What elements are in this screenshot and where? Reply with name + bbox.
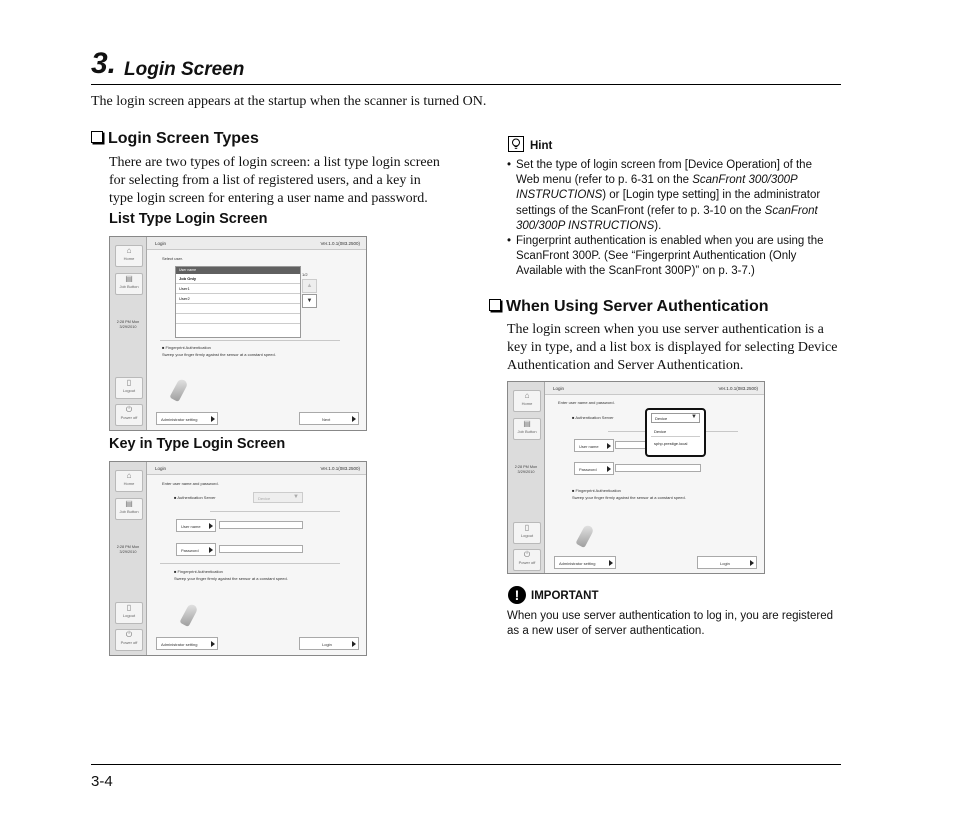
finger-icon <box>179 603 198 627</box>
arrow-right-icon <box>609 560 613 566</box>
hint-line: Fingerprint authentication is enabled when you are using the <box>516 235 824 247</box>
important-label: IMPORTANT <box>531 590 599 602</box>
important-line: as a new user of server authentication. <box>507 625 705 638</box>
scroll-up-button[interactable] <box>302 279 317 293</box>
section1-paragraph <box>109 154 469 208</box>
login-button[interactable]: Login <box>299 637 359 650</box>
arrow-right-icon <box>352 641 356 647</box>
list-item[interactable]: User1 <box>176 284 300 294</box>
section-login-screen-types <box>91 130 259 148</box>
title-bar: Login Ver.1.0.1(083.2500) <box>147 237 366 250</box>
job-button[interactable]: ▤ Job Button <box>513 418 541 440</box>
arrow-right-icon <box>607 466 611 472</box>
auth-server-select[interactable]: Device ▼ <box>253 492 303 503</box>
chevron-down-icon: ▼ <box>691 414 697 420</box>
chevron-down-icon: ▼ <box>293 494 299 500</box>
arrow-right-icon <box>607 443 611 449</box>
footer-rule <box>91 764 841 765</box>
para-line: for selecting from a list of registered users, and a key in <box>109 173 421 188</box>
password-field[interactable] <box>219 545 303 553</box>
triangle-up-icon: ▲ <box>306 283 313 289</box>
arrow-right-icon <box>209 523 213 529</box>
scroll-down-button[interactable] <box>302 294 317 308</box>
arrow-right-icon <box>211 416 215 422</box>
password-field[interactable] <box>615 464 701 472</box>
login-button[interactable]: Login <box>697 556 757 569</box>
important-text <box>507 609 852 639</box>
checkbox-bullet-icon <box>91 131 103 143</box>
home-icon: ⌂ <box>524 391 530 400</box>
para-line: key in type, and a list box is displayed for selecting Device <box>507 340 838 355</box>
job-icon: ▤ <box>523 419 531 428</box>
logout-button[interactable]: ▯ Logout <box>513 522 541 544</box>
logout-icon: ▯ <box>126 603 132 612</box>
divider <box>210 511 340 512</box>
power-icon: ⏻ <box>125 630 133 639</box>
hint-line: 300/300P INSTRUCTIONS). <box>516 219 662 232</box>
home-button[interactable]: ⌂ Home <box>115 470 143 492</box>
job-button[interactable]: ▤ Job Button <box>115 498 143 520</box>
fingerprint-label: ■ Fingerprint Authentication <box>162 345 211 350</box>
triangle-down-icon: ▼ <box>306 298 313 304</box>
fingerprint-label: ■ Fingerprint Authentication <box>572 488 621 493</box>
para-line: The login screen when you use server authentication is a <box>507 322 824 337</box>
title-bar: Login Ver.1.0.1(083.2500) <box>545 382 764 395</box>
hint-bullet-2 <box>516 234 846 280</box>
clock: 2:28 PM Mon 3/29/2010 <box>116 320 140 329</box>
enter-prompt: Enter user name and password. <box>558 400 615 405</box>
chapter-number: 3. <box>91 47 117 80</box>
user-name-field[interactable] <box>219 521 303 529</box>
hint-bullet-1 <box>516 158 846 234</box>
key-type-heading: Key in Type Login Screen <box>109 436 286 452</box>
next-button[interactable]: Next <box>299 412 359 425</box>
list-item[interactable] <box>176 304 300 314</box>
list-type-heading: List Type Login Screen <box>109 211 268 227</box>
dropdown-option[interactable]: Device <box>651 426 700 437</box>
user-name-button[interactable]: User name <box>574 439 614 452</box>
title-bar: Login Ver.1.0.1(083.2500) <box>147 462 366 475</box>
list-item[interactable]: Job Only <box>176 274 300 284</box>
hint-line: INSTRUCTIONS) or [Login type setting] in the administrator <box>516 189 821 202</box>
para-line: type login screen for entering a user name and password. <box>109 191 428 206</box>
checkbox-bullet-icon <box>489 299 501 311</box>
page-number: 3-4 <box>91 773 113 790</box>
clock: 2:28 PM Mon 3/29/2010 <box>116 545 140 554</box>
lightbulb-icon <box>508 136 524 152</box>
chapter-title: Login Screen <box>124 59 245 80</box>
divider <box>160 340 340 341</box>
user-list-header: User name <box>176 267 300 274</box>
user-list[interactable] <box>175 266 301 338</box>
list-item[interactable] <box>176 314 300 324</box>
home-icon: ⌂ <box>126 246 132 255</box>
auth-server-label: ■ Authentication Server <box>572 415 614 420</box>
power-off-button[interactable]: ⏻ Power off <box>513 549 541 571</box>
hint-line: ScanFront 300P. (See “Fingerprint Authentication (Only <box>516 250 797 263</box>
logout-button[interactable]: ▯ Logout <box>115 602 143 624</box>
enter-prompt: Enter user name and password. <box>162 481 219 486</box>
section-title: Login Screen Types <box>108 130 259 147</box>
page-indicator: 1/2 <box>302 272 308 277</box>
important-line: When you use server authentication to log in, you are registered <box>507 610 834 622</box>
job-button[interactable]: ▤ Job Button <box>115 273 143 295</box>
para-line: There are two types of login screen: a list type login screen <box>109 155 440 170</box>
job-icon: ▤ <box>125 274 133 283</box>
list-type-login-screenshot <box>109 236 367 431</box>
arrow-right-icon <box>209 547 213 553</box>
admin-setting-button[interactable]: Administrator setting <box>156 637 218 650</box>
admin-setting-button[interactable]: Administrator setting <box>156 412 218 425</box>
arrow-right-icon <box>352 416 356 422</box>
hint-line: Web menu (refer to p. 6-31 on the ScanFront 300/300P <box>516 174 798 187</box>
user-name-button[interactable]: User name <box>176 519 216 532</box>
admin-setting-button[interactable]: Administrator setting <box>554 556 616 569</box>
key-in-login-screenshot <box>109 461 367 656</box>
section-title: When Using Server Authentication <box>506 298 769 315</box>
password-button[interactable]: Password <box>176 543 216 556</box>
hint-line: settings of the ScanFront (refer to p. 3-10 on the ScanFront <box>516 204 818 217</box>
logout-button[interactable]: ▯ Logout <box>115 377 143 399</box>
arrow-right-icon <box>750 560 754 566</box>
intro-text: The login screen appears at the startup when the scanner is turned ON. <box>91 94 487 109</box>
finger-icon <box>169 378 188 402</box>
power-icon: ⏻ <box>523 550 531 559</box>
logout-icon: ▯ <box>126 378 132 387</box>
auth-server-select[interactable]: Device ▼ <box>651 413 700 423</box>
fingerprint-label: ■ Fingerprint Authentication <box>174 569 223 574</box>
fingerprint-hint: Sweep your finger firmly against the sensor at a constant speed. <box>572 495 686 500</box>
para-line: Authentication and Server Authentication. <box>507 358 744 373</box>
hint-bullet-dot: • <box>507 235 512 247</box>
fingerprint-hint: Sweep your finger firmly against the sensor at a constant speed. <box>174 576 288 581</box>
server-auth-screenshot <box>507 381 765 574</box>
finger-icon <box>575 524 594 548</box>
list-item[interactable]: User2 <box>176 294 300 304</box>
sidebar <box>110 237 147 430</box>
auth-server-dropdown[interactable] <box>645 408 706 457</box>
header-rule <box>91 84 841 85</box>
logout-icon: ▯ <box>524 523 530 532</box>
home-button[interactable]: ⌂ Home <box>115 245 143 267</box>
dropdown-option[interactable]: sphp.prestige.local <box>654 441 688 446</box>
power-off-button[interactable]: ⏻ Power off <box>115 404 143 426</box>
exclamation-icon: ! <box>508 586 526 604</box>
clock: 2:28 PM Mon 3/29/2010 <box>514 465 538 474</box>
power-icon: ⏻ <box>125 405 133 414</box>
auth-server-label: ■ Authentication Server <box>174 495 216 500</box>
power-off-button[interactable]: ⏻ Power off <box>115 629 143 651</box>
job-icon: ▤ <box>125 499 133 508</box>
divider <box>160 563 340 564</box>
home-button[interactable]: ⌂ Home <box>513 390 541 412</box>
list-item[interactable] <box>176 324 300 333</box>
home-icon: ⌂ <box>126 471 132 480</box>
sidebar <box>110 462 147 655</box>
fingerprint-hint: Sweep your finger firmly against the sensor at a constant speed. <box>162 352 276 357</box>
password-button[interactable]: Password <box>574 462 614 475</box>
select-user-label: Select user. <box>162 256 183 261</box>
hint-line: Available with the ScanFront 300P)” on p. 3-7.) <box>516 265 755 278</box>
hint-bullet-dot: • <box>507 159 512 171</box>
hint-line: Set the type of login screen from [Device Operation] of the <box>516 159 812 171</box>
section2-paragraph <box>507 321 852 375</box>
section-server-auth <box>489 298 769 316</box>
hint-label: Hint <box>530 140 553 152</box>
arrow-right-icon <box>211 641 215 647</box>
sidebar <box>508 382 545 573</box>
